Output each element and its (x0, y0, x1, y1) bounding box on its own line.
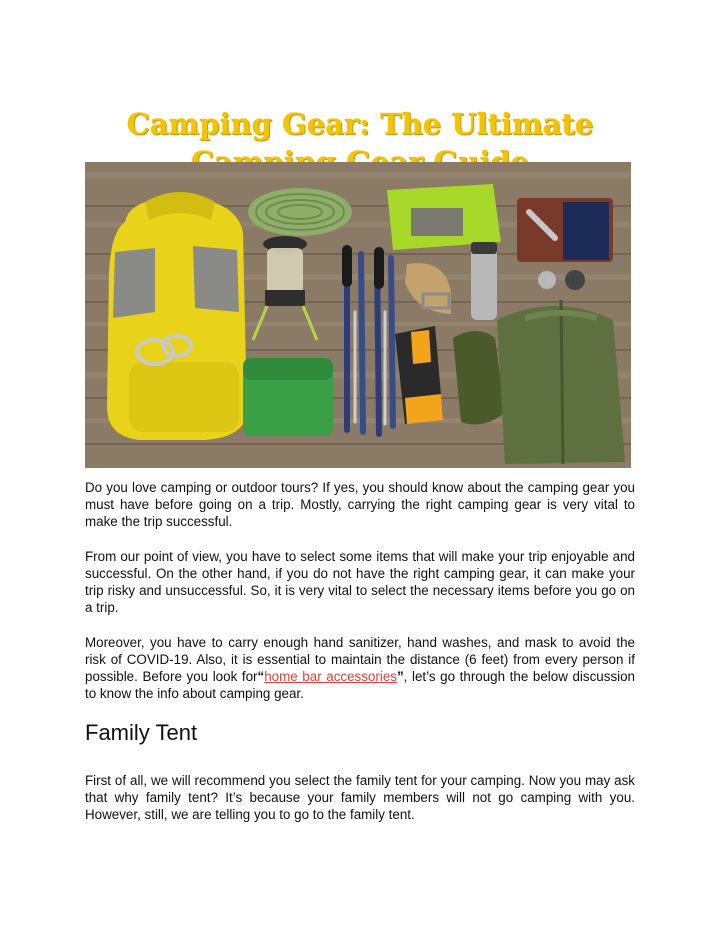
camping-gear-photo (85, 162, 631, 468)
point-of-view-paragraph: From our point of view, you have to select some items that will make your trip enjoyable and successful. On the other hand, if you do not have the right camping gear, it can make your trip risky and unsuccessful. So, it is very vital to select the necessary items before you go on a trip. (85, 549, 635, 615)
family-tent-paragraph: First of all, we will recommend you select the family tent for your camping. Now you may ask that why family tent? It’s because your family members will not go camping with you. However, still, we are telling you to go to the family tent. (85, 773, 635, 822)
covid-paragraph-tail: , let’s go through the below discussion to know the info about camping gear. (85, 669, 636, 701)
covid-paragraph (85, 634, 635, 702)
close-quote: ” (396, 669, 404, 684)
intro-paragraph: Do you love camping or outdoor tours? If yes, you should know about the camping gear you must have before going on a trip. Mostly, carrying the right camping gear is very vital to make the trip successful. (85, 480, 635, 529)
title-line-1: Camping Gear: The Ultimate (126, 107, 594, 142)
home-bar-accessories-link[interactable]: home bar accessories (264, 669, 397, 684)
covid-paragraph-text: Moreover, you have to carry enough hand sanitizer, hand washes, and mask to avoid the risk of COVID-19. Also, it is essential to maintain the distance (6 feet) from every person if possible. Before you look for (85, 635, 635, 684)
section-heading-family-tent: Family Tent (85, 720, 198, 745)
open-quote: “ (257, 669, 265, 684)
